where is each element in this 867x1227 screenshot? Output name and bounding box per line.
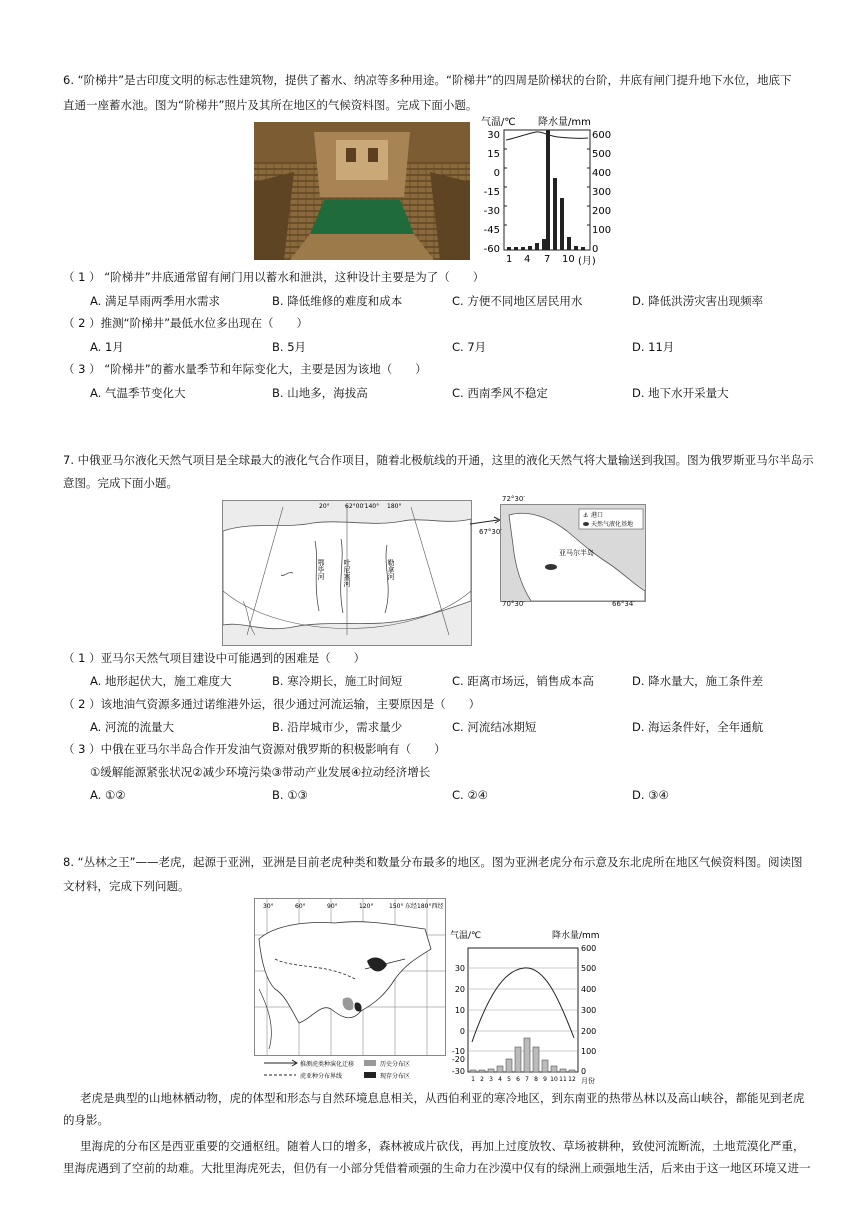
- map-lon-62: 62°00′140°: [345, 503, 380, 510]
- q8-right-tick: 400: [581, 985, 597, 994]
- q6-left-tick: -15: [483, 187, 500, 198]
- q8-para2-line1: 里海虎的分布区是西亚重要的交通枢纽。随着人口的增多，森林被成片砍伐，再加上过度放牧、草场被耕种，致使河流断流，土地荒漠化严重，: [80, 1139, 805, 1153]
- q6-left-axis-title: 气温/℃: [481, 117, 516, 128]
- russia-map: [222, 500, 472, 646]
- q8-right-tick: 300: [581, 1006, 597, 1015]
- option-c[interactable]: C. 方便不同地区居民用水: [452, 294, 583, 308]
- q8-x-tick: 5: [507, 1076, 511, 1083]
- q8-x-tick: 7: [525, 1076, 529, 1083]
- q6-right-tick: 500: [592, 149, 612, 160]
- q8-x-tick: 11: [559, 1076, 567, 1083]
- map-inset-arrow: [470, 516, 502, 528]
- q6-sub3-options: [90, 385, 810, 401]
- q8-left-tick: 20: [454, 985, 465, 994]
- q7-sub3-items: ①缓解能源紧张状况②减少环境污染③带动产业发展④拉动经济增长: [90, 765, 431, 779]
- svg-text:⚓: ⚓: [583, 512, 589, 519]
- q6-precipitation-bars: [507, 130, 585, 250]
- q8-x-tick: 8: [534, 1076, 538, 1083]
- option-a[interactable]: A. 1月: [90, 340, 124, 354]
- option-c[interactable]: C. 西南季风不稳定: [452, 386, 548, 400]
- inset-label-yamal: 亚马尔半岛: [559, 549, 594, 557]
- q6-x-tick: 1: [506, 254, 513, 265]
- option-a[interactable]: A. 气温季节变化大: [90, 386, 186, 400]
- q6-right-tick: 300: [592, 187, 612, 198]
- option-c[interactable]: C. ②④: [452, 788, 488, 802]
- q8-stem-line1: 8. “丛林之王”——老虎，起源于亚洲，亚洲是目前老虎种类和数量分布最多的地区。图为亚洲老虎分布示意及东北虎所在地区气候资料图。阅读图: [63, 855, 803, 869]
- q8-para2-line2: 里海虎遇到了空前的劫难。大批里海虎死去，但仍有一小部分凭借着顽强的生命力在沙漠中仅有的绿洲上顽强地生活，后来由于这一地区环境又进一: [63, 1161, 811, 1175]
- q6-sub2: （ 2 ）推测“阶梯井”最低水位多出现在（ ）: [63, 316, 309, 330]
- q6-right-tick: 400: [592, 168, 612, 179]
- q8-x-unit: 月份: [581, 1077, 595, 1085]
- legend-historical-range: 历史分布区: [380, 1061, 411, 1068]
- q8-para1-line2: 的身影。: [63, 1113, 109, 1127]
- option-d[interactable]: D. 11月: [632, 340, 675, 354]
- option-c[interactable]: C. 距离市场远，销售成本高: [452, 674, 594, 688]
- q8-right-tick: 500: [581, 964, 597, 973]
- legend-subspecies-boundary: 虎亚种分布界线: [300, 1073, 343, 1080]
- q8-left-tick: 0: [459, 1027, 465, 1036]
- yamal-inset-map: [500, 504, 646, 602]
- option-d[interactable]: D. ③④: [632, 788, 669, 802]
- option-b[interactable]: B. 5月: [272, 340, 307, 354]
- q8-left-tick: -20: [451, 1055, 465, 1064]
- option-d[interactable]: D. 降低洪涝灾害出现频率: [632, 294, 764, 308]
- q6-sub2-options: [90, 339, 810, 355]
- q8-left-tick: 10: [454, 1006, 465, 1015]
- legend-current-range: 现存分布区: [380, 1073, 411, 1080]
- option-b[interactable]: B. ①③: [272, 788, 308, 802]
- q8-x-tick: 10: [550, 1076, 558, 1083]
- map-lon-20: 20°: [319, 503, 330, 510]
- q8-right-axis-title: 降水量/mm: [552, 931, 600, 941]
- q7-sub1-options: [90, 673, 810, 689]
- map-lon-180: 180°: [387, 503, 402, 510]
- q6-right-tick: 200: [592, 206, 612, 217]
- q6-x-tick: 4: [524, 254, 531, 265]
- q6-left-tick: -45: [483, 225, 500, 236]
- legend-migration: 推测虎类种演化迁移: [300, 1061, 355, 1068]
- option-c[interactable]: C. 河流结冰期短: [452, 720, 537, 734]
- q6-sub1-options: [90, 293, 810, 309]
- q6-climate-chart: [478, 114, 616, 266]
- asia-tiger-map: [254, 898, 446, 1056]
- q8-x-tick: 4: [498, 1076, 502, 1083]
- option-b[interactable]: B. 山地多，海拔高: [272, 386, 368, 400]
- q7-sub2: （ 2 ）该地油气资源多通过诺维港外运，很少通过河流运输，主要原因是（ ）: [63, 697, 481, 711]
- q8-x-tick: 3: [489, 1076, 493, 1083]
- option-a[interactable]: A. ①②: [90, 788, 126, 802]
- option-d[interactable]: D. 海运条件好，全年通航: [632, 720, 764, 734]
- q8-x-tick: 1: [471, 1076, 475, 1083]
- q6-stem-line2: 直通一座蓄水池。图为“阶梯井”照片及其所在地区的气候资料图。完成下面小题。: [63, 98, 478, 112]
- legend-lng-base: 天然气液化基地: [591, 521, 634, 528]
- map-label-ob: 鄂毕河: [317, 559, 325, 580]
- inset-lon-bottom-right: 66°34′: [612, 600, 635, 608]
- legend-port: 港口: [591, 512, 604, 519]
- q6-left-tick: -30: [483, 206, 500, 217]
- q7-sub3-options: [90, 787, 810, 803]
- q8-precipitation-bars: [470, 1038, 575, 1072]
- q8-para1-line1: 老虎是典型的山地林栖动物，虎的体型和形态与自然环境息息相关，从西伯利亚的寒冷地区，到东南亚的热带丛林以及高山峡谷，都能见到老虎: [80, 1091, 805, 1105]
- tiger-map-lon: 150°: [389, 903, 404, 910]
- stepwell-photo: [254, 122, 470, 260]
- tiger-map-lon: 东经180°西经: [405, 903, 444, 910]
- tiger-map-legend: [262, 1057, 452, 1081]
- q8-right-tick: 0: [581, 1067, 587, 1076]
- q6-x-tick: 7: [544, 254, 551, 265]
- option-a[interactable]: A. 地形起伏大，施工难度大: [90, 674, 232, 688]
- q6-stem-line1: 6. “阶梯井”是古印度文明的标志性建筑物，提供了蓄水、纳凉等多种用途。“阶梯井”的四周是阶梯状的台阶，井底有闸门提升地下水位，地底下: [63, 73, 792, 87]
- q8-x-tick: 12: [568, 1076, 576, 1083]
- q6-left-tick: 0: [493, 168, 500, 179]
- q6-right-tick: 0: [592, 244, 599, 255]
- q6-right-axis-title: 降水量/mm: [538, 117, 591, 128]
- q8-right-tick: 200: [581, 1027, 597, 1036]
- tiger-map-lon: 30°: [263, 903, 274, 910]
- q8-climate-chart: [448, 926, 608, 1086]
- q7-stem-line1: 7. 中俄亚马尔液化天然气项目是全球最大的液化气合作项目，随着北极航线的开通，这里的液化天然气将大量输送到我国。图为俄罗斯亚马尔半岛示: [63, 453, 814, 467]
- q6-sub1: （ 1 ） “阶梯井”井底通常留有闸门用以蓄水和泄洪，这种设计主要是为了（ ）: [63, 270, 485, 284]
- q7-sub2-options: [90, 719, 810, 735]
- q6-left-tick: 30: [487, 130, 500, 141]
- q8-left-tick: -30: [451, 1067, 465, 1076]
- map-label-yenisei: 叶尼塞河: [343, 559, 351, 587]
- option-b[interactable]: B. 寒冷期长，施工时间短: [272, 674, 403, 688]
- q6-left-tick: 15: [487, 149, 500, 160]
- q7-sub3: （ 3 ）中俄在亚马尔半岛合作开发油气资源对俄罗斯的积极影响有（ ）: [63, 742, 446, 756]
- q8-stem-line2: 文材料，完成下列问题。: [63, 879, 190, 893]
- option-b[interactable]: B. 沿岸城市少，需求量少: [272, 720, 403, 734]
- q7-sub1: （ 1 ）亚马尔天然气项目建设中可能遇到的困难是（ ）: [63, 651, 366, 665]
- q8-x-tick: 6: [516, 1076, 520, 1083]
- q6-x-unit: (月): [578, 256, 596, 266]
- inset-lat-top: 72°30′: [502, 495, 525, 503]
- option-c[interactable]: C. 7月: [452, 340, 487, 354]
- tiger-map-lon: 60°: [295, 903, 306, 910]
- option-d[interactable]: D. 地下水开采量大: [632, 386, 729, 400]
- option-d[interactable]: D. 降水量大，施工条件差: [632, 674, 764, 688]
- inset-lon-bottom-left: 70°30′: [502, 600, 525, 608]
- tiger-map-lon: 90°: [327, 903, 338, 910]
- option-a[interactable]: A. 满足旱雨两季用水需求: [90, 294, 220, 308]
- q6-right-tick: 100: [592, 225, 612, 236]
- q8-left-tick: -10: [451, 1047, 465, 1056]
- q8-right-tick: 100: [581, 1047, 597, 1056]
- inset-lat-left: 67°30′: [479, 528, 502, 536]
- q6-x-tick: 10: [562, 254, 575, 265]
- q6-sub3: （ 3 ） “阶梯井”的蓄水量季节和年际变化大，主要是因为该地（ ）: [63, 362, 427, 376]
- option-a[interactable]: A. 河流的流量大: [90, 720, 174, 734]
- q8-left-tick: 30: [454, 964, 465, 973]
- q6-left-tick: -60: [483, 244, 500, 255]
- option-b[interactable]: B. 降低维修的难度和成本: [272, 294, 403, 308]
- q8-x-tick: 2: [480, 1076, 484, 1083]
- q6-right-tick: 600: [592, 130, 612, 141]
- q8-left-axis-title: 气温/℃: [450, 931, 482, 941]
- q8-x-tick: 9: [543, 1076, 547, 1083]
- tiger-map-lon: 120°: [359, 903, 374, 910]
- q7-stem-line2: 意图。完成下面小题。: [63, 476, 178, 490]
- q8-right-tick: 600: [581, 944, 597, 953]
- map-label-lena: 勒拿河: [387, 559, 395, 580]
